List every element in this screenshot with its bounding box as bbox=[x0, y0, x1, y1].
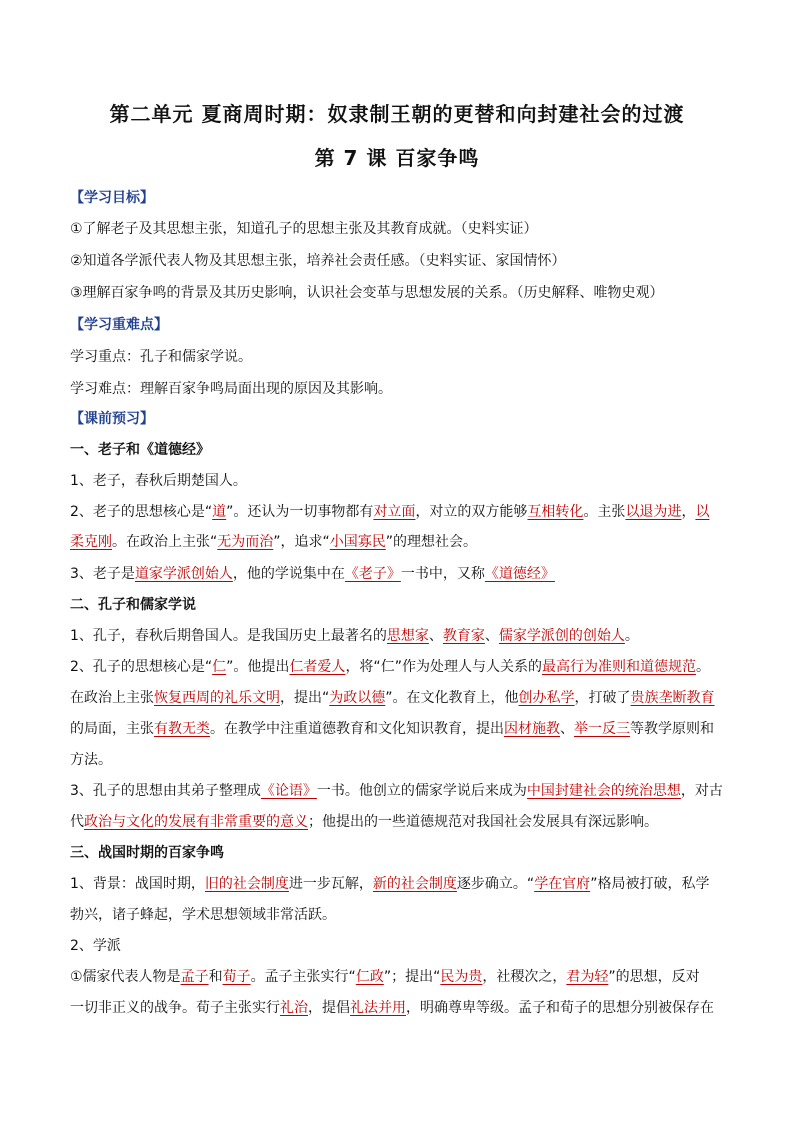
keyword-educator: 教育家 bbox=[442, 628, 485, 644]
section1-paragraph-2-line-2 bbox=[70, 532, 730, 552]
section1-heading: 一、老子和《道德经》 bbox=[70, 442, 210, 458]
keyword-confucian-founder: 儒家学派创的创始人 bbox=[498, 628, 625, 644]
keyword-govern-by-virtue: 为政以德 bbox=[329, 690, 386, 706]
text: ，对古 bbox=[680, 783, 723, 799]
text: ”，追求“ bbox=[273, 534, 330, 550]
section1-paragraph-1: 1、老子，春秋后期楚国人。 bbox=[70, 473, 247, 489]
objective-item-1: ①了解老子及其思想主张，知道孔子的思想主张及其教育成就。（史料实证） bbox=[70, 221, 538, 237]
keyword-teach-by-aptitude: 因材施教 bbox=[504, 721, 560, 737]
text: 。在政治上主张“ bbox=[112, 534, 218, 550]
text: 逐步确立。“ bbox=[456, 876, 535, 892]
keyword-ruling-ideology: 中国封建社会的统治思想 bbox=[526, 783, 681, 799]
section1-paragraph-2-line-1 bbox=[70, 502, 730, 522]
keyword-infer-three: 举一反三 bbox=[574, 721, 630, 737]
keyword-taoism-founder: 道家学派创始人 bbox=[134, 566, 233, 582]
keyword-xunzi: 荀子 bbox=[222, 969, 251, 985]
key-point-focus: 学习重点：孔子和儒家学说。 bbox=[70, 349, 252, 365]
text: 和 bbox=[208, 969, 223, 985]
keyword-soft-part-2: 柔克刚 bbox=[70, 534, 112, 550]
text: 。主张 bbox=[583, 504, 626, 520]
text: 2、孔子的思想核心是“ bbox=[70, 659, 213, 675]
text: ”的思想，反对 bbox=[608, 969, 700, 985]
key-point-difficulty: 学习难点：理解百家争鸣局面出现的原因及其影响。 bbox=[70, 381, 392, 397]
keyword-old-system: 旧的社会制度 bbox=[204, 876, 289, 892]
text: 。在教学中注重道德教育和文化知识教育，提出 bbox=[210, 721, 504, 737]
keyword-thinker: 思想家 bbox=[386, 628, 429, 644]
preview-heading: 【课前预习】 bbox=[70, 411, 154, 427]
section2-paragraph-2-line-4: 方法。 bbox=[70, 752, 112, 768]
text: 。孟子主张实行“ bbox=[250, 969, 356, 985]
section3-paragraph-1-line-2: 勃兴，诸子蜂起，学术思想领域非常活跃。 bbox=[70, 907, 336, 923]
keyword-significance: 政治与文化的发展有非常重要的意义 bbox=[84, 814, 308, 830]
keyword-dao: 道 bbox=[212, 504, 227, 520]
text: 3、老子是 bbox=[70, 566, 135, 582]
text: 一切非正义的战争。荀子主张实行 bbox=[70, 1000, 280, 1016]
keyword-education-for-all: 有教无类 bbox=[154, 721, 210, 737]
text: 等教学原则和 bbox=[630, 721, 714, 737]
text: ”的理想社会。 bbox=[385, 534, 478, 550]
keyword-wuwei: 无为而治 bbox=[217, 534, 274, 550]
section2-paragraph-3-line-1 bbox=[70, 781, 730, 801]
text: ”格局被打破，私学 bbox=[590, 876, 710, 892]
objective-item-2: ②知道各学派代表人物及其思想主张，培养社会责任感。（史料实证、家国情怀） bbox=[70, 253, 566, 269]
section3-paragraph-2: 2、学派 bbox=[70, 938, 121, 954]
text: ，明确尊卑等级。孟子和荀子的思想分别被保存在 bbox=[406, 1000, 714, 1016]
text: ”。在文化教育上，他 bbox=[385, 690, 519, 706]
text: 、 bbox=[484, 628, 499, 644]
keyword-new-system: 新的社会制度 bbox=[372, 876, 457, 892]
section1-paragraph-3 bbox=[70, 564, 730, 584]
keyword-small-state: 小国寡民 bbox=[329, 534, 386, 550]
text: ，社稷次之， bbox=[482, 969, 567, 985]
section2-paragraph-2-line-2 bbox=[70, 688, 730, 708]
text: 、 bbox=[428, 628, 443, 644]
text: 。 bbox=[695, 659, 710, 675]
keyword-highest-norm: 最高行为准则和道德规范 bbox=[541, 659, 696, 675]
text: ，提倡 bbox=[308, 1000, 350, 1016]
section2-heading: 二、孔子和儒家学说 bbox=[70, 597, 196, 613]
keyword-laozi-book: 《老子》 bbox=[344, 566, 401, 582]
section2-paragraph-1 bbox=[70, 626, 730, 646]
unit-title: 第二单元 夏商周时期：奴隶制王朝的更替和向封建社会的过渡 bbox=[109, 102, 685, 126]
keyword-love-people: 仁者爱人 bbox=[289, 659, 346, 675]
text: 在政治上主张 bbox=[70, 690, 154, 706]
text: ， bbox=[681, 504, 696, 520]
text: ，对立的双方能够 bbox=[415, 504, 528, 520]
section2-paragraph-3-line-2 bbox=[70, 812, 730, 832]
text: 3、孔子的思想由其弟子整理成 bbox=[70, 783, 261, 799]
keyword-daodejing: 《道德经》 bbox=[484, 566, 555, 582]
section3-heading: 三、战国时期的百家争鸣 bbox=[70, 845, 224, 861]
keyword-private-school: 创办私学 bbox=[518, 690, 575, 706]
keyword-ren: 仁 bbox=[212, 659, 227, 675]
text: ”。他提出 bbox=[226, 659, 290, 675]
text: 1、背景：战国时期， bbox=[70, 876, 205, 892]
section2-paragraph-2-line-1 bbox=[70, 657, 730, 677]
keyword-benevolent-gov: 仁政 bbox=[355, 969, 384, 985]
text: 。 bbox=[624, 628, 639, 644]
text: ，提出“ bbox=[280, 690, 330, 706]
keyword-rites-and-law: 礼法并用 bbox=[350, 1000, 406, 1016]
text: 2、老子的思想核心是“ bbox=[70, 504, 213, 520]
text: ，打破了 bbox=[574, 690, 631, 706]
key-points-heading: 【学习重难点】 bbox=[70, 317, 168, 333]
text: 一书中，又称 bbox=[400, 566, 485, 582]
text: ”；提出“ bbox=[383, 969, 441, 985]
text: ，他的学说集中在 bbox=[232, 566, 345, 582]
section3-paragraph-3-line-1 bbox=[70, 967, 730, 987]
keyword-transform: 互相转化 bbox=[527, 504, 584, 520]
keyword-noble-monopoly: 贵族垄断教育 bbox=[630, 690, 715, 706]
keyword-soft-part-1: 以 bbox=[695, 504, 710, 520]
keyword-rule-of-rites: 礼治 bbox=[280, 1000, 308, 1016]
text: 代 bbox=[70, 814, 84, 830]
text: 的局面，主张 bbox=[70, 721, 154, 737]
lesson-title: 第 7 课 百家争鸣 bbox=[314, 146, 480, 170]
text: ”。还认为一切事物都有 bbox=[226, 504, 374, 520]
text: 1、孔子，春秋后期鲁国人。是我国历史上最著名的 bbox=[70, 628, 387, 644]
keyword-people-first: 民为贵 bbox=[440, 969, 483, 985]
keyword-analects: 《论语》 bbox=[260, 783, 317, 799]
keyword-learning-in-government: 学在官府 bbox=[534, 876, 591, 892]
text: ；他提出的一些道德规范对我国社会发展具有深远影响。 bbox=[308, 814, 658, 830]
text: 一书。他创立的儒家学说后来成为 bbox=[316, 783, 527, 799]
keyword-mencius: 孟子 bbox=[180, 969, 209, 985]
section3-paragraph-3-line-2 bbox=[70, 998, 730, 1018]
text: 、 bbox=[560, 721, 574, 737]
text: ，将“仁”作为处理人与人关系的 bbox=[345, 659, 542, 675]
objective-item-3: ③理解百家争鸣的背景及其历史影响，认识社会变革与思想发展的关系。（历史解释、唯物史观） bbox=[70, 285, 664, 301]
section2-paragraph-2-line-3 bbox=[70, 719, 730, 739]
text: ①儒家代表人物是 bbox=[70, 969, 181, 985]
keyword-opposites: 对立面 bbox=[373, 504, 416, 520]
keyword-ruler-last: 君为轻 bbox=[566, 969, 609, 985]
keyword-western-zhou-rites: 恢复西周的礼乐文明 bbox=[154, 690, 280, 706]
keyword-retreat-advance: 以退为进 bbox=[625, 504, 682, 520]
section3-paragraph-1-line-1 bbox=[70, 874, 730, 894]
text: 进一步瓦解， bbox=[288, 876, 373, 892]
objectives-heading: 【学习目标】 bbox=[70, 190, 154, 206]
